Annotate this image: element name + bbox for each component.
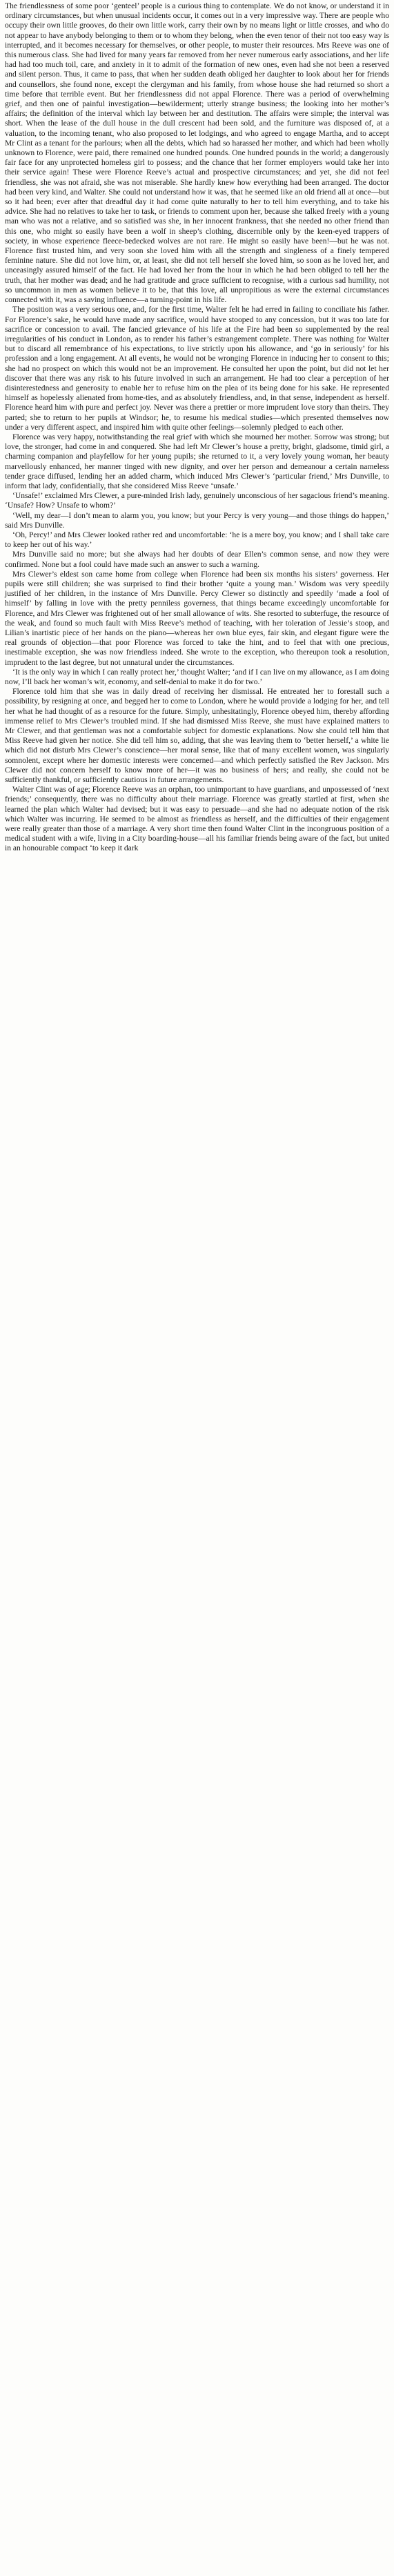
article-paragraph-1: The friendlessness of some poor ‘genteel’ people is a curious thing to contemplate. We do not know, or understand it in ordinary circumstances, but when unusual incidents occur, it comes out in a very impressive way. There are people who occupy their own little grooves, do their own little work, carry their own by no means light or little crosses, and who do not appear to have anybody belonging to them or to whom they belong, when the even tenor of their not too easy way is interrupted, and it becomes necessary for themselves, or other people, to muster their resources. Mrs Reeve was one of this numerous class. She had lived for many years far removed from her never numerous early associations, and her life had had too much toil, care, and anxiety in it to admit of the formation of new ones, even had she not been a reserved and silent person. Thus, it came to pass, that when her sudden death obliged her daughter to look about her for friends and counsellors, she found none, except the clergyman and his family, from whose house she had returned so short a time before that terrible event. But her friendlessness did not appal Florence. There was a period of overwhelming grief, and then one of painful investigation—bewilderment; utterly strange business; the looking into her mother’s affairs; the definition of the interval which lay between her and destitution. The affairs were simple; the interval was short. When the lease of the dull house in the dull crescent had been sold, and the furniture was disposed of, at a valuation, to the incoming tenant, who also proposed to let lodgings, and who agreed to engage Martha, and to accept Mr Clint as a tenant for the parlours; when all the debts, which had so harassed her mother, and which had been wholly unknown to Florence, were paid, there remained one hundred pounds. One hundred pounds in the world; a dangerously fair face for any unprotected homeless girl to possess; and the chance that her former employers would take her into their service again! These were Florence Reeve’s actual and prospective circumstances; and yet, she did not feel friendless, she was not afraid, she was not miserable. She hardly knew how everything had been arranged. The doctor had been very kind, and Walter. She could not understand how it was, that he seemed like an old friend all at once—but so it had been; ever after that dreadful day it had come quite naturally to her to tell him everything, and to take his advice. She had no relatives to take her to task, or friends to comment upon her, because she talked freely with a young man who was not a relative, and so satisfied was she, in her innocent frankness, that she needed no other friend than this one, who might so easily have been a wolf in sheep’s clothing, discernible only by the keen-eyed trappers of society, in whose experience fleece-bedecked wolves are not rare. He might so easily have been!—but he was not. Florence first trusted him, and very soon she loved him with all the strength and singleness of a finely tempered feminine nature. She did not love him, or, at least, she did not tell herself she loved him, so soon as he loved her, and unceasingly assured himself of the fact. He had loved her from the hour in which he had been obliged to tell her the truth, that her mother was dead; and he had gratitude and grace sufficient to recognise, with a curious sad humility, not so uncommon in men as women believe it to be, that this love, all unpropitious as were the external circumstances connected with it, was a saving influence—a turning-point in his life. [5, 1, 390, 305]
article-paragraph-6: ‘Oh, Percy!’ and Mrs Clewer looked rather red and uncomfortable: ‘he is a mere boy, you know; and I shall take care to keep her out of his way.’ [5, 530, 389, 550]
article-paragraph-8: Mrs Clewer’s eldest son came home from college when Florence had been six months his sisters’ governess. Her pupils were still children; she was surprised to find their brother ‘quite a young man.’ Wisdom was very speedily justified of her children, in the instance of Mrs Dunville. Percy Clewer so distinctly and speedily ‘made a fool of himself’ by falling in love with the pretty penniless governess, that things became exceedingly uncomfortable for Florence, and Mrs Clewer was frightened out of her small allowance of wits. She resorted to subterfuge, the resource of the weak, and found so much fault with Miss Reeve’s method of teaching, with her toleration of Jessie’s stoop, and Lilian’s inartistic piece of her hands on the piano—whereas her own blue eyes, fair skin, and elegant figure were the real grounds of objection—that poor Florence was forced to take the hint, and to feel that with one precious, inestimable exception, she was now friendless indeed. She wrote to the exception, who thereupon took a resolution, imprudent to the last degree, but not unnatural under the circumstances. [5, 569, 389, 667]
article-paragraph-7: Mrs Dunville said no more; but she always had her doubts of dear Ellen’s common sense, and now they were confirmed. None but a fool could have made such an answer to such a warning. [5, 550, 389, 569]
article-column [5, 1, 389, 854]
article-paragraph-5: ‘Well, my dear—I don’t mean to alarm you, you know; but your Percy is very young—and those things do happen,’ said Mrs Dunville. [5, 510, 389, 530]
article-paragraph-10: Florence told him that she was in daily dread of receiving her dismissal. He entreated her to forestall such a possibility, by resigning at once, and begged her to come to London, where he would provide a lodging for her, and tell her what he had thought of as a resource for the future. Simply, unhesitatingly, Florence obeyed him, thereby affording immense relief to Mrs Clewer’s troubled mind. If she had dismissed Miss Reeve, she must have explained matters to Mr Clewer, and that gentleman was not a comfortable subject for domestic explanations. Now she could tell him that Miss Reeve had given her notice. She did tell him so, adding, that she was leaving them to ‘better herself,’ a white lie which did not disturb Mrs Clewer’s conscience—her moral sense, like that of many excellent women, was singularly somnolent, except where her domestic interests were concerned—and which perfectly satisfied the Rev Jackson. Mrs Clewer did not concern herself to know more of her—it was no business of hers; and really, she could not be sufficiently thankful, or sufficiently cautious in future arrangements. [5, 687, 389, 785]
article-paragraph-2: The position was a very serious one, and, for the first time, Walter felt he had erred in failing to conciliate his father. For Florence’s sake, he would have made any sacrifice, would have stooped to any concession, but it was too late for sacrifice or concession to avail. The fancied grievance of his life at the Fire had been so supplemented by the real irregularities of his conduct in London, as to render his father’s estrangement complete. There was nothing for Walter but to discard all remembrance of his expectations, to live strictly upon his allowance, and ‘go in seriously’ for his profession and a long engagement. At all events, he would not be wronging Florence in inducing her to consent to this; she had no prospect on which this would not be an improvement. He consulted her upon the point, but did not let her discover that there was any risk to his future involved in such an arrangement. He had too clear a perception of her disinterestedness and generosity to enable her to refuse him on the plea of its being done for his sake. He represented himself as hopelessly alienated from home-ties, and as absolutely friendless, and, in that sense, independent as herself. Florence heard him with pure and perfect joy. Never was there a prettier or more imprudent love story than theirs. They parted; she to return to her pupils at Windsor; he, to resume his medical studies—which presented themselves now under a very different aspect, and inspired him with quite other feelings—solemnly pledged to each other. [5, 305, 389, 432]
article-paragraph-9: ‘It is the only way in which I can really protect her,’ thought Walter; ‘and if I can live on my allowance, as I am doing now, I’ll back her woman’s wit, economy, and self-denial to make it do for two.’ [5, 667, 389, 687]
article-paragraph-11: Walter Clint was of age; Florence Reeve was an orphan, too unimportant to have guardians, and unpossessed of ‘next friends;’ consequently, there was no difficulty about their marriage. Florence was greatly startled at first, when she learned the plan which Walter had devised; but it was easy to persuade—and she had no adequate notion of the risk which Walter was incurring. He seemed to be almost as friendless as herself, and the difficulties of their engagement were really greater than those of a marriage. A very short time then found Walter Clint in the incongruous position of a medical student with a wife, living in a City boarding-house—all his familiar friends being aware of the fact, but united in an honourable compact ‘to keep it dark [5, 785, 389, 853]
article-paragraph-3: Florence was very happy, notwithstanding the real grief with which she mourned her mother. Sorrow was strong; but love, the stronger, had come in and conquered. She had left Mr Clewer’s house a pretty, bright, gladsome, timid girl, a charming companion and playfellow for her young pupils; she returned to it, a very lovely young woman, her beauty marvellously enhanced, her manner tinged with new dignity, and over her person and demeanour a certain nameless tender grace diffused, lending her an added charm, which induced Mrs Clewer’s ‘particular friend,’ Mrs Dunville, to inform that lady, confidentially, that she considered Miss Reeve ‘unsafe.’ [5, 432, 389, 490]
article-paragraph-4: ‘Unsafe!’ exclaimed Mrs Clewer, a pure-minded Irish lady, genuinely unconscious of her sagacious friend’s meaning. ‘Unsafe? How? Unsafe to whom?’ [5, 491, 389, 510]
